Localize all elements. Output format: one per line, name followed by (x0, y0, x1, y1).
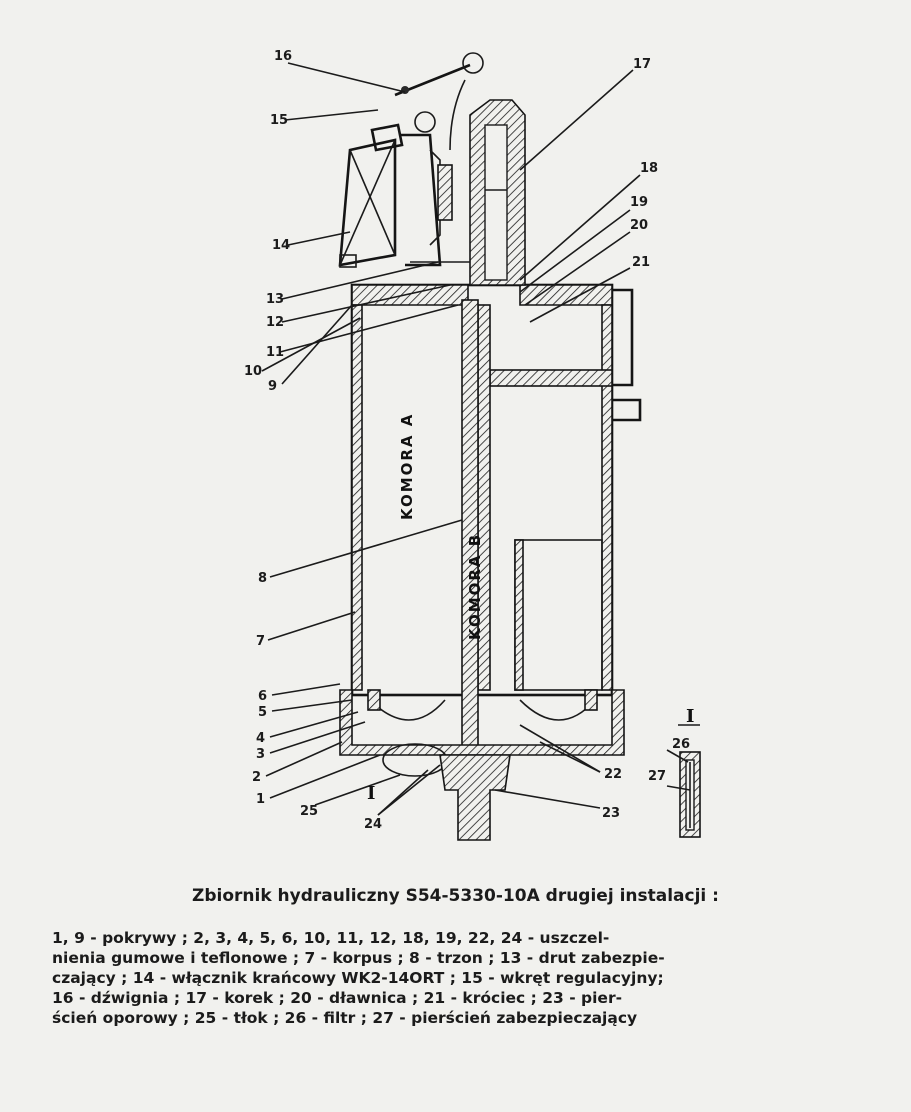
part-number: 3 (256, 747, 266, 762)
plug-17 (470, 100, 525, 285)
legend-line: ścień oporowy ; 25 - tłok ; 26 - filtr ; 27 - pierścień zabezpieczający (52, 1009, 638, 1027)
part-number: 9 (268, 379, 278, 394)
part-number: 16 (274, 49, 293, 64)
part-number: 23 (602, 806, 621, 821)
part-number: 12 (266, 315, 285, 330)
part-number: 18 (640, 161, 659, 176)
legend-line: 1, 9 - pokrywy ; 2, 3, 4, 5, 6, 10, 11, 12, 18, 19, 22, 24 - uszczel- (52, 929, 610, 947)
part-number: 1 (256, 792, 266, 807)
detail-mark-top: I (686, 706, 695, 727)
part-number: 10 (244, 364, 263, 379)
part-number: 11 (266, 345, 285, 360)
legend-line: nienia gumowe i teflonowe ; 7 - korpus ; 8 - trzon ; 13 - drut zabezpie- (52, 949, 665, 967)
legend-line: czający ; 14 - włącznik krańcowy WK2-14ORT ; 15 - wkręt regulacyjny; (52, 969, 664, 987)
part-number: 24 (364, 817, 383, 832)
part-number: 19 (630, 195, 649, 210)
detail-mark-bottom: I (367, 783, 376, 804)
part-number: 27 (648, 769, 667, 784)
part-number: 22 (604, 767, 623, 782)
part-number: 15 (270, 113, 289, 128)
part-number: 4 (256, 731, 266, 746)
part-number: 25 (300, 804, 319, 819)
part-number: 2 (252, 770, 262, 785)
part-number: 26 (672, 737, 691, 752)
part-number: 13 (266, 292, 285, 307)
part-number: 14 (272, 238, 291, 253)
limit-switch-14 (340, 53, 483, 267)
part-number: 8 (258, 571, 268, 586)
part-number: 21 (632, 255, 651, 270)
part-number: 6 (258, 689, 268, 704)
legend-line: 16 - dźwignia ; 17 - korek ; 20 - dławnica ; 21 - króciec ; 23 - pier- (52, 989, 623, 1007)
tank-body (340, 285, 640, 840)
parts-legend (52, 928, 887, 1028)
part-number: 7 (256, 634, 266, 649)
chamber-b-label: KOMORA B (466, 532, 484, 640)
part-number: 17 (633, 57, 652, 72)
part-number: 20 (630, 218, 649, 233)
figure-caption: Zbiornik hydrauliczny S54-5330-10A drugiej instalacji : (192, 886, 719, 906)
chamber-a-label: KOMORA A (398, 412, 416, 520)
part-number: 5 (258, 705, 268, 720)
